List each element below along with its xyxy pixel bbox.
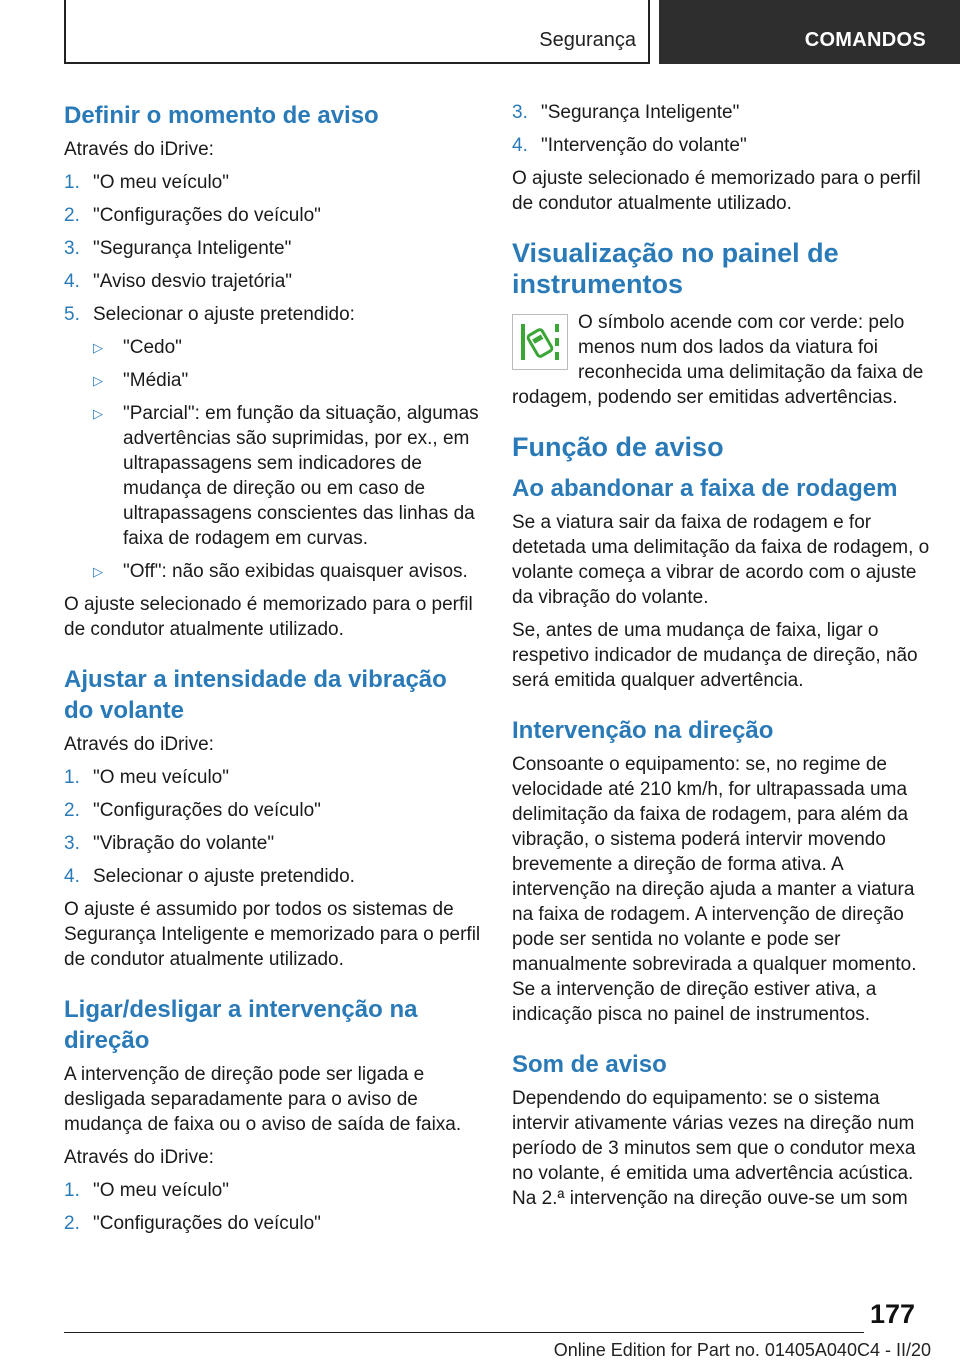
triangle-bullet-icon: ▷: [93, 340, 103, 355]
sound-description: Dependendo do equipamento: se o sistema intervir ativamente várias vezes na direção num período de 3 minutos sem que o condutor mexa no volante, é emitida uma advertência acústica. Na 2.ª intervenção na direção ouve-se um som: [512, 1088, 916, 1209]
triangle-bullet-icon: ▷: [93, 564, 103, 579]
list-item: 1. "O meu veículo": [64, 1180, 229, 1201]
page-number: 177: [870, 1299, 916, 1329]
left-column: [64, 100, 482, 1244]
triangle-bullet-icon: ▷: [93, 406, 103, 421]
heading-on-off: Ligar/desligar a intervenção na direção: [64, 996, 418, 1054]
heading-warning-function: Função de aviso: [512, 432, 724, 462]
heading-leaving-lane: Ao abandonar a faixa de rodagem: [512, 475, 898, 502]
list-item: ▷ "Média": [93, 370, 189, 391]
list-item: ▷ "Off": não são exibidas quaisquer avisos.: [93, 561, 468, 582]
list-item: 3. "Vibração do volante": [64, 833, 275, 854]
right-column: [512, 100, 932, 1219]
footer-rule: [64, 1332, 864, 1333]
heading-steering-intervention: Intervenção na direção: [512, 717, 774, 744]
steps-list-continued: [512, 100, 932, 158]
indicator-block: [512, 310, 932, 410]
header-bottom-rule: [64, 62, 650, 64]
heading-warning-time: Definir o momento de aviso: [64, 102, 379, 129]
via-idrive-1: Através do iDrive:: [64, 139, 214, 160]
header-chapter-label: COMANDOS: [804, 29, 926, 51]
steps-list-3: [64, 1178, 482, 1236]
steps-list-1: [64, 170, 482, 327]
header-left-rule: [64, 0, 66, 64]
list-item: 2. "Configurações do veículo": [64, 205, 321, 226]
list-item: 1. "O meu veículo": [64, 172, 229, 193]
list-item: 3. "Segurança Inteligente": [512, 102, 740, 123]
list-item: ▷ "Cedo": [93, 337, 182, 358]
header-section-title: Segurança: [539, 29, 636, 51]
header-chapter-tab: [659, 0, 960, 64]
steps-list-2: [64, 765, 482, 889]
list-item: 4. "Aviso desvio trajetória": [64, 271, 293, 292]
display-description: O símbolo acende com cor verde: pelo menos num dos lados da viatura foi reconhecida uma delimitação da faixa de rodagem, podendo ser emitidas advertências.: [512, 312, 924, 408]
list-item: 2. "Configurações do veículo": [64, 1213, 321, 1234]
saved-note-3: O ajuste selecionado é memorizado para o perfil de condutor atualmente utilizado.: [512, 168, 921, 214]
list-item: 5. Selecionar o ajuste pretendido:: [64, 304, 355, 325]
lane-departure-warning-icon: [512, 314, 568, 370]
via-idrive-2: Através do iDrive:: [64, 734, 214, 755]
list-item: 4. "Intervenção do volante": [512, 135, 747, 156]
saved-note-2: O ajuste é assumido por todos os sistemas de Segurança Inteligente e memorizado para o perfil de condutor atualmente utilizado.: [64, 899, 481, 970]
list-item: ▷ "Parcial": em função da situação, algumas advertências são suprimidas, por ex., em ultrapassagens sem indicadores de mudança de direção ou em caso de ultrapassagens conscientes das linhas da faixa de rodagem em curvas.: [93, 403, 479, 549]
leaving-paragraph-1: Se a viatura sair da faixa de rodagem e for detetada uma delimitação da faixa de rodagem, o volante começa a vibrar de acordo com o ajuste da vibração do volante.: [512, 512, 930, 608]
footer-edition: Online Edition for Part no. 01405A040C4 - II/20: [553, 1340, 931, 1360]
on-off-description: A intervenção de direção pode ser ligada e desligada separadamente para o aviso de mudança de faixa ou o aviso de saída de faixa.: [64, 1064, 462, 1135]
list-item: 1. "O meu veículo": [64, 767, 229, 788]
options-list: [64, 335, 482, 584]
header-separator: [648, 0, 650, 64]
triangle-bullet-icon: ▷: [93, 373, 103, 388]
saved-note-1: O ajuste selecionado é memorizado para o perfil de condutor atualmente utilizado.: [64, 594, 473, 640]
list-item: 4. Selecionar o ajuste pretendido.: [64, 866, 355, 887]
leaving-paragraph-2: Se, antes de uma mudança de faixa, ligar o respetivo indicador de mudança de direção, não será emitida qualquer advertência.: [512, 620, 918, 691]
list-item: 2. "Configurações do veículo": [64, 800, 321, 821]
via-idrive-3: Através do iDrive:: [64, 1147, 214, 1168]
heading-warning-sound: Som de aviso: [512, 1051, 667, 1078]
heading-display: Visualização no painel de instrumentos: [512, 238, 839, 299]
intervention-description: Consoante o equipamento: se, no regime de velocidade até 210 km/h, for ultrapassada uma delimitação da faixa de rodagem, para além da vibração, o sistema poderá intervir movendo brevemente a direção de forma ativa. A intervenção na direção ajuda a manter a viatura na faixa de rodagem. A intervenção de direção pode ser sentida no volante e pode ser manualmente sobrevirada a qualquer momento. Se a intervenção de direção estiver ativa, a indicação pisca no painel de instrumentos.: [512, 754, 917, 1025]
heading-vibration: Ajustar a intensidade da vibração do volante: [64, 666, 447, 724]
list-item: 3. "Segurança Inteligente": [64, 238, 292, 259]
